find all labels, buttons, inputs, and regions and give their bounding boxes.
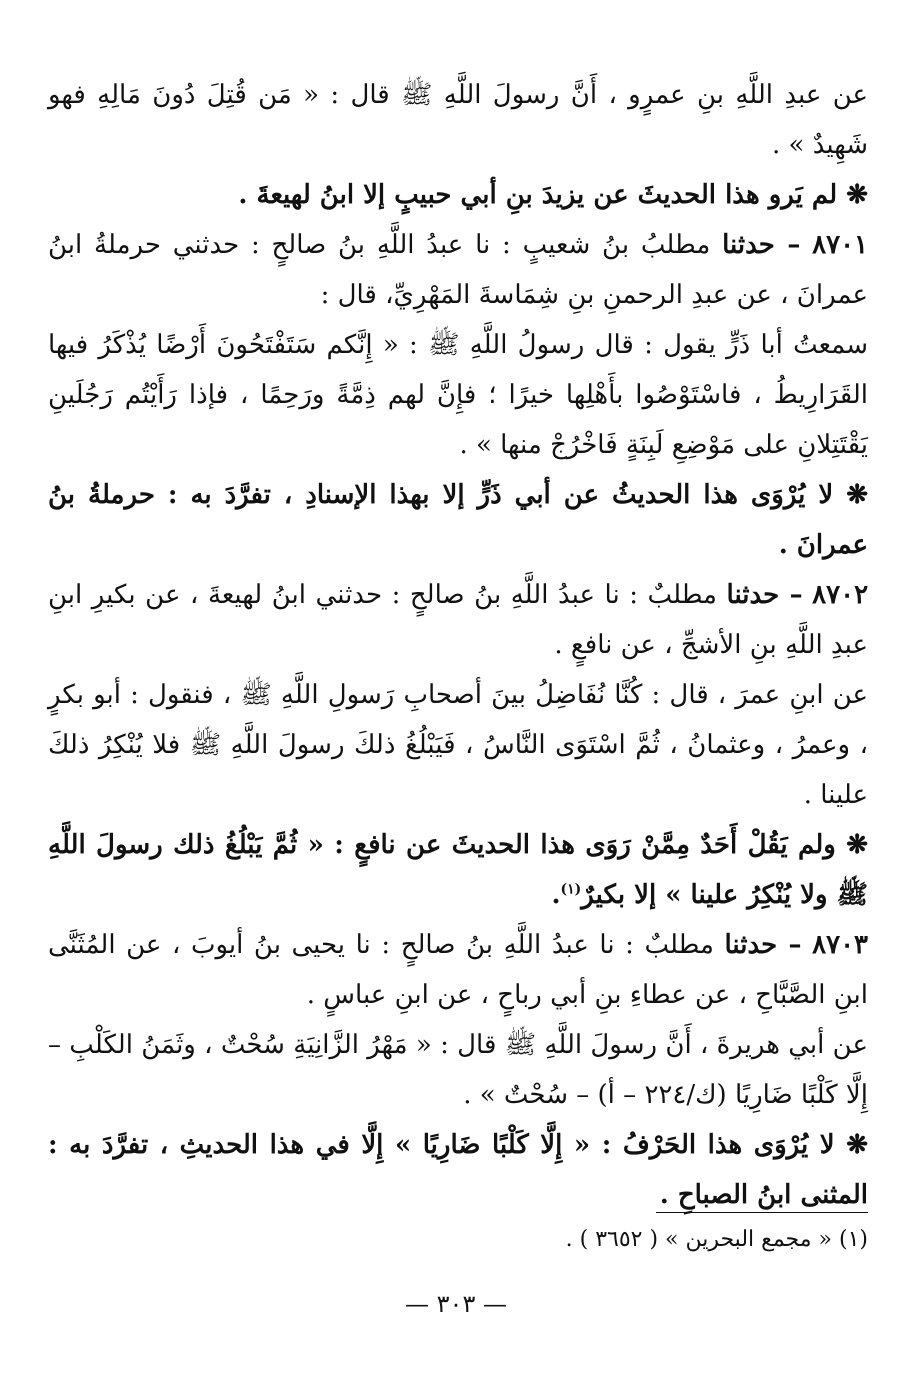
hadith-number: ٨٧٠٢ xyxy=(812,580,869,610)
paragraph-text: عن عبدِ اللَّهِ بنِ عمرٍو ، أَنَّ رسولَ اللَّهِ ﷺ قال : « مَن قُتِلَ دُونَ مَالِهِ فهو شَهِيدٌ » . xyxy=(48,80,868,160)
commentary-note xyxy=(48,170,868,220)
note-text: ولم يَقُلْ أَحَدٌ مِمَّنْ رَوَى هذا الحديثَ عن نافعٍ : « ثُمَّ يَبْلُغُ ذلك رسولَ اللَّهِ ﷺ ولا يُنْكِرُ علينا » إلا بكيرٌ xyxy=(48,830,868,910)
hadith-text-paragraph xyxy=(48,1020,868,1120)
asterism-icon: ❋ xyxy=(846,830,868,860)
paragraph-text: مطلبٌ : نا عبدُ اللَّهِ بنُ صالحٍ : حدثني ابنُ لهيعةَ ، عن بكيرِ ابنِ عبدِ اللَّهِ بنِ الأشجِّ ، عن نافعٍ . xyxy=(48,580,868,660)
hadith-text-paragraph xyxy=(48,70,868,170)
asterism-icon: ❋ xyxy=(846,180,868,210)
paragraph-text: سمعتُ أبا ذَرٍّ يقول : قال رسولُ اللَّهِ ﷺ : « إِنَّكم سَتَفْتَحُونَ أَرْضًا يُذْكَرُ فيها القَرَارِيطُ ، فاسْتَوْصُوا بأَهْلِها خيرًا ؛ فإِنَّ لهم ذِمَّةً ورَحِمًا ، فإذا رَأَيْتُم رَجُلَينِ يَقْتَتِلانِ على مَوْضِعِ لَبِنَةٍ فَاخْرُجْ منها » . xyxy=(48,330,868,460)
asterism-icon: ❋ xyxy=(846,1130,868,1160)
hadith-text-paragraph xyxy=(48,670,868,820)
hadith-lead: – حدثنا xyxy=(722,230,801,260)
hadith-lead: – حدثنا xyxy=(726,580,803,610)
hadith-isnad-paragraph xyxy=(48,220,868,320)
hadith-lead: – حدثنا xyxy=(724,930,802,960)
commentary-note xyxy=(48,820,868,920)
paragraph-text: مطلبٌ : نا عبدُ اللَّهِ بنُ صالحٍ : نا يحيى بنُ أيوبَ ، عن المُثَنَّى ابنِ الصَّبَّاحِ ، عن عطاءِ بنِ أبي رباحٍ ، عن ابنِ عباسٍ . xyxy=(48,930,868,1010)
paragraph-text: مطلبُ بنُ شعيبٍ : نا عبدُ اللَّهِ بنُ صالحٍ : حدثني حرملةُ ابنُ عمرانَ ، عن عبدِ الرحمنِ بنِ شِمَاسةَ المَهْرِيِّ، قال : xyxy=(48,230,868,310)
note-text: لم يَرو هذا الحديثَ عن يزيدَ بنِ أبي حبيبٍ إلا ابنُ لهيعةَ . xyxy=(238,180,838,210)
document-page xyxy=(48,70,868,1220)
note-end: . xyxy=(551,880,561,910)
hadith-text-paragraph xyxy=(48,320,868,470)
hadith-isnad-paragraph xyxy=(48,920,868,1020)
hadith-number: ٨٧٠٣ xyxy=(812,930,868,960)
commentary-note xyxy=(48,1120,868,1220)
footnote-text: (١) « مجمع البحرين » ( ٣٦٥٢ ) . xyxy=(565,1227,868,1252)
hadith-number: ٨٧٠١ xyxy=(812,230,869,260)
paragraph-text: عن ابنِ عمرَ ، قال : كُنَّا نُفَاضِلُ بينَ أصحابِ رَسولِ اللَّهِ ﷺ ، فنقول : أبو بكرٍ ، وعمرُ ، وعثمانُ ، ثُمَّ اسْتَوَى النَّاسُ ، فَيَبْلُغُ ذلكَ رسولَ اللَّهِ ﷺ فلا يُنْكِرُ ذلكَ علينا . xyxy=(48,680,868,810)
note-text: لا يُرْوَى هذا الحديثُ عن أبي ذَرٍّ إلا بهذا الإسنادِ ، تفرَّدَ به : حرملةُ بنُ عمرانَ . xyxy=(48,480,868,560)
footnote-divider xyxy=(656,1212,868,1213)
footnote xyxy=(48,1220,868,1260)
note-text: لا يُرْوَى هذا الحَرْفُ : « إِلَّا كَلْبًا ضَارِيًا » إِلَّا في هذا الحديثِ ، تفرَّدَ به : المثنى ابنُ الصباحِ . xyxy=(48,1130,868,1210)
asterism-icon: ❋ xyxy=(846,480,868,510)
page-number: — ٣٠٣ — xyxy=(405,1290,507,1318)
commentary-note xyxy=(48,470,868,570)
hadith-isnad-paragraph xyxy=(48,570,868,670)
paragraph-text: عن أبي هريرةَ ، أَنَّ رسولَ اللَّهِ ﷺ قال : « مَهْرُ الزَّانِيَةِ سُحْتٌ ، وثَمَنُ الكَلْبِ – إِلَّا كَلْبًا ضَارِيًا (ك/٢٢٤ – أ) – سُحْتٌ » . xyxy=(48,1030,868,1110)
footnote-reference: (١) xyxy=(560,881,582,898)
